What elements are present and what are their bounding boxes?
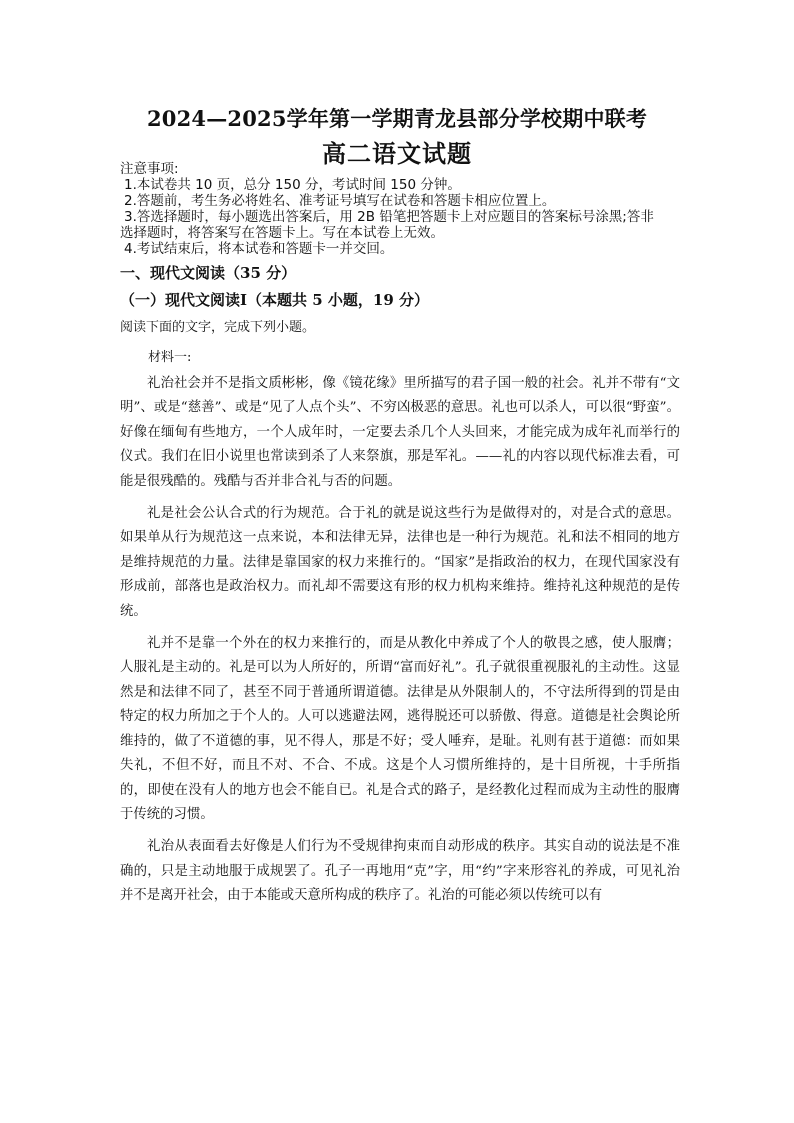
notice-line: 3.答选择题时，每小题选出答案后，用 2B 铅笔把答题卡上对应题目的答案标号涂黑;答非 [124,209,654,225]
reading-instruction: 阅读下面的文字，完成下列小题。 [120,320,316,335]
notice-heading: 注意事项: [120,161,179,177]
notice-line: 4.考试结束后，将本试卷和答题卡一并交回。 [124,241,394,257]
exam-subtitle: 高二语文试题 [322,140,472,168]
passage-paragraph: 礼治社会并不是指文质彬彬，像《镜花缘》里所描写的君子国一般的社会。礼并不带有“文明”、或是“慈善”、或是“见了人点个头”、不穷凶极恶的意思。礼也可以杀人，可以很“野蛮”。好像在缅甸有些地方，一个人成年时，一定要去杀几个人头回来，才能完成为成年礼而举行的仪式。我们在旧小说里也常读到杀了人来祭旗，那是军礼。——礼的内容以现代标准去看，可能是很残酷的。残酷与否并非合礼与否的问题。 [120,376,680,489]
passage-paragraph: 礼是社会公认合式的行为规范。合于礼的就是说这些行为是做得对的，对是合式的意思。如果单从行为规范这一点来说，本和法律无异，法律也是一种行为规范。礼和法不相同的地方是维持规范的力量。法律是靠国家的权力来推行的。“国家”是指政治的权力，在现代国家没有形成前，部落也是政治权力。而礼却不需要这有形的权力机构来维持。维持礼这种规范的是传统。 [120,506,680,619]
notice-line: 选择题时，将答案写在答题卡上。写在本试卷上无效。 [120,225,444,241]
passage-paragraph: 礼并不是靠一个外在的权力来推行的，而是从教化中养成了个人的敬畏之感，使人服膺；人服礼是主动的。礼是可以为人所好的，所谓“富而好礼”。孔子就很重视服礼的主动性。这显然是和法律不同了，甚至不同于普通所谓道德。法律是从外限制人的，不守法所得到的罚是由特定的权力所加之于个人的。人可以逃避法网，逃得脱还可以骄傲、得意。道德是社会舆论所维持的，做了不道德的事，见不得人，那是不好；受人唾弃，是耻。礼则有甚于道德：而如果失礼，不但不好，而且不对、不合、不成。这是个人习惯所维持的，是十目所视，十手所指的，即使在没有人的地方也会不能自已。礼是合式的路子，是经教化过程而成为主动性的服膺于传统的习惯。 [120,636,680,822]
exam-title: 2024—2025学年第一学期青龙县部分学校期中联考 [146,106,648,131]
reading-passage [120,372,680,917]
subsection-heading: （一）现代文阅读Ⅰ（本题共 5 小题，19 分） [120,291,429,309]
section-heading: 一、现代文阅读（35 分） [120,264,297,282]
notice-line: 1.本试卷共 10 页，总分 150 分，考试时间 150 分钟。 [124,177,461,193]
notice-line: 2.答题前，考生务必将姓名、准考证号填写在试卷和答题卡相应位置上。 [124,193,556,209]
notice-block [120,161,680,257]
material-label: 材料一: [148,350,192,365]
passage-paragraph: 礼治从表面看去好像是人们行为不受规律拘束而自动形成的秩序。其实自动的说法是不准确的，只是主动地服于成规罢了。孔子一再地用“克”字，用“约”字来形容礼的养成，可见礼治并不是离开社会，由于本能或天意所构成的秩序了。礼治的可能必须以传统可以有 [120,839,680,904]
